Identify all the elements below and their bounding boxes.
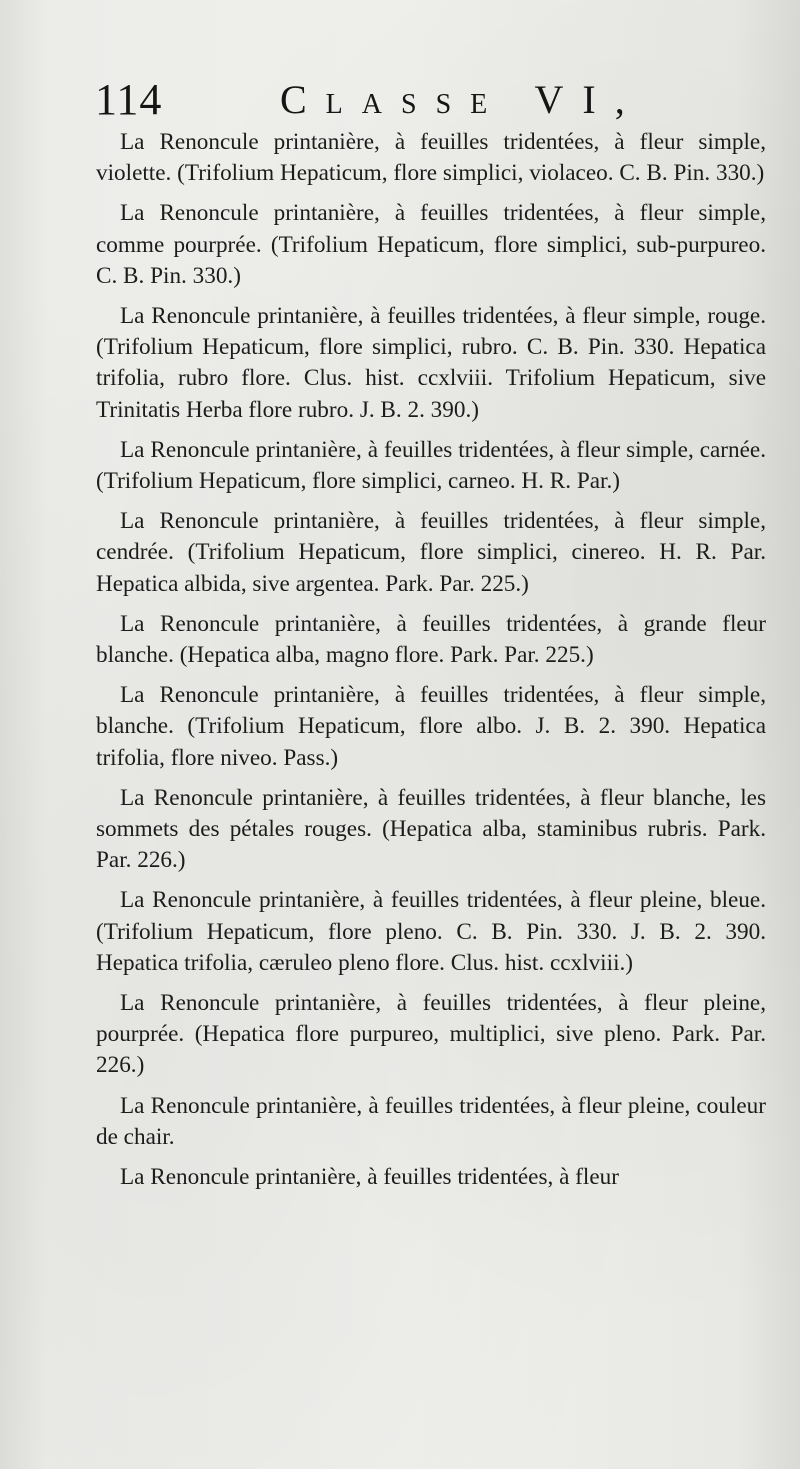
species-entry: La Renoncule printanière, à feuilles tridentées, à fleur pleine, couleur de chair. [96,1092,766,1150]
page-header [95,74,785,134]
species-entry: La Renoncule printanière, à feuilles tridentées, à fleur simple, rouge. (Trifolium Hepaticum, flore simplici, rubro. C. B. Pin. 330. Hepatica trifolia, rubro flore. Clus. hist. ccxlviii. Trifolium Hepaticum, sive Trinitatis Herba flore rubro. J. B. 2. 390.) [96,303,766,423]
species-entry: La Renoncule printanière, à feuilles tridentées, à fleur simple, violette. (Trifolium Hepaticum, flore simplici, violaceo. C. B. Pin. 330.) [96,129,766,187]
body-text [96,127,766,1193]
species-entry: La Renoncule printanière, à feuilles tridentées, à fleur simple, blanche. (Trifolium Hepaticum, flore albo. J. B. 2. 390. Hepatica trifolia, flore niveo. Pass.) [96,682,766,771]
running-head: Classe VI, [280,77,644,122]
species-entry: La Renoncule printanière, à feuilles tridentées, à fleur simple, comme pourprée. (Trifolium Hepaticum, flore simplici, sub-purpureo. C. B. Pin. 330.) [96,200,766,289]
species-entry: La Renoncule printanière, à feuilles tridentées, à fleur pleine, bleue. (Trifolium Hepaticum, flore pleno. C. B. Pin. 330. J. B. 2. 390. Hepatica trifolia, cæruleo pleno flore. Clus. hist. ccxlviii.) [96,887,766,976]
species-entry: La Renoncule printanière, à feuilles tridentées, à fleur [120,1164,619,1191]
species-entry: La Renoncule printanière, à feuilles tridentées, à fleur simple, cendrée. (Trifolium Hepaticum, flore simplici, cinereo. H. R. Par. Hepatica albida, sive argentea. Park. Par. 225.) [96,508,766,597]
species-entry: La Renoncule printanière, à feuilles tridentées, à fleur pleine, pourprée. (Hepatica flore purpureo, multiplici, sive pleno. Park. Par. 226.) [96,990,766,1079]
species-entry: La Renoncule printanière, à feuilles tridentées, à fleur blanche, les sommets des pétales rouges. (Hepatica alba, staminibus rubris. Park. Par. 226.) [96,784,766,874]
page-number: 114 [95,75,163,124]
species-entry: La Renoncule printanière, à feuilles tridentées, à fleur simple, carnée. (Trifolium Hepaticum, flore simplici, carneo. H. R. Par.) [96,436,766,495]
species-entry: La Renoncule printanière, à feuilles tridentées, à grande fleur blanche. (Hepatica alba, magno flore. Park. Par. 225.) [96,610,766,669]
